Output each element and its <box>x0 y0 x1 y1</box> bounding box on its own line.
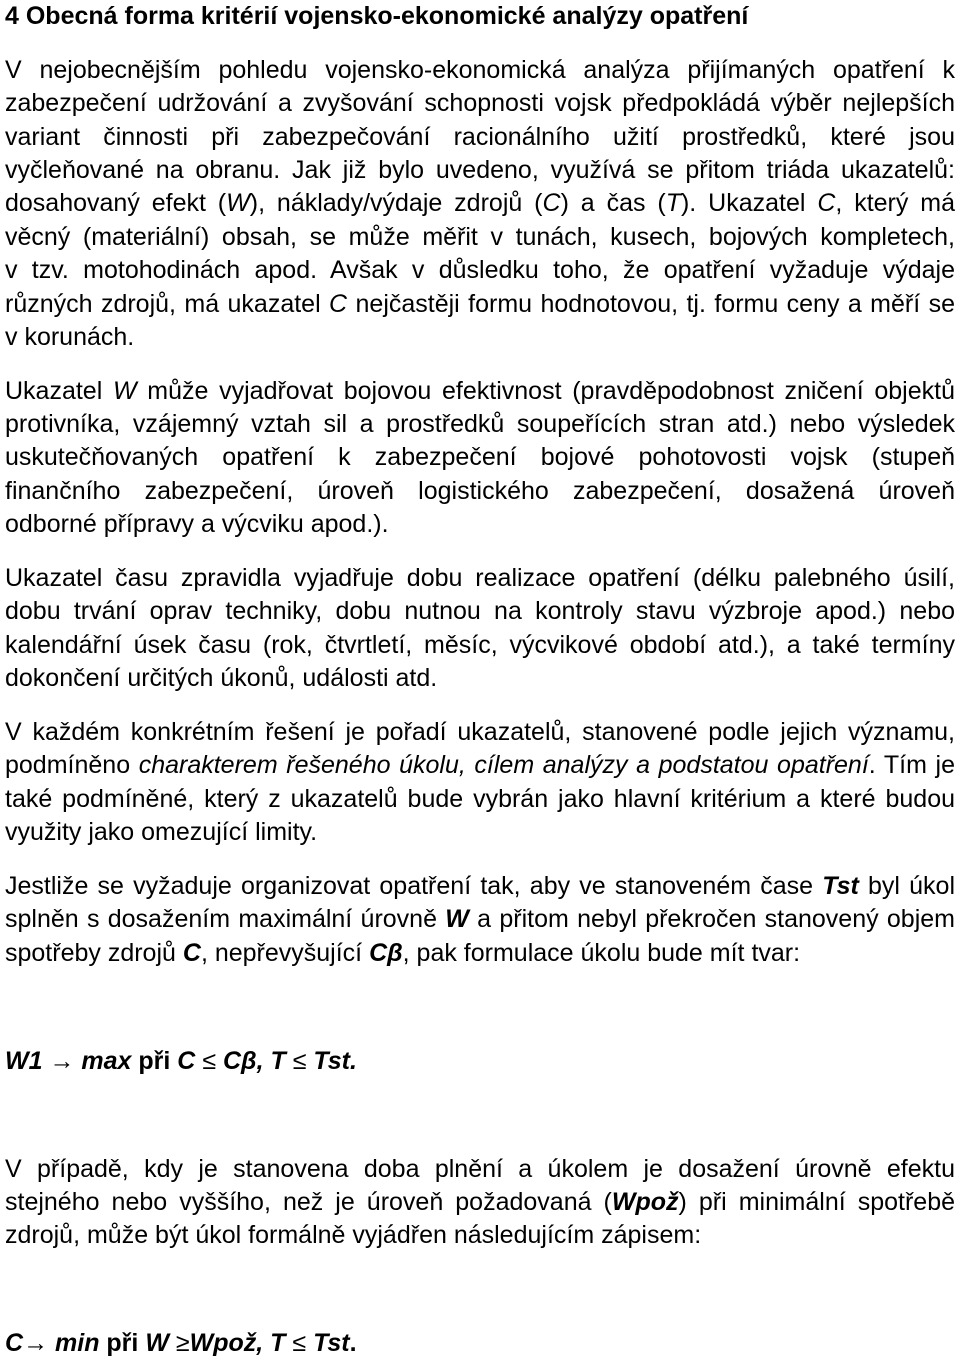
text-run: dosahovaný efekt ( <box>5 189 227 218</box>
bold-italic-text: min <box>55 1329 100 1358</box>
text-line <box>5 870 955 903</box>
text-run: spotřeby zdrojů <box>5 938 183 967</box>
text-run: využity jako omezující limity. <box>5 818 318 847</box>
bold-italic-text: C <box>177 1046 196 1075</box>
text-line <box>5 254 955 287</box>
text-run: v korunách. <box>5 322 135 351</box>
text-line <box>5 441 955 474</box>
text-run: V případě, kdy je stanovena doba plnění a úkolem je dosažení úrovně efektu <box>5 1154 955 1183</box>
text-run: kalendářní úsek času (rok, čtvrtletí, měsíc, výcvikové období atd.), a také termíny <box>5 630 955 659</box>
text-run: . Tím je <box>868 751 955 780</box>
math-symbol: → <box>23 1329 49 1358</box>
text-run: v tzv. motohodinách apod. Avšak v důsledku toho, že opatření vyžaduje výdaje <box>5 256 955 285</box>
text-run: V nejobecnějším pohledu vojensko-ekonomická analýza přijímaných opatření k <box>5 55 955 84</box>
text-run: V každém konkrétním řešení je pořadí ukazatelů, stanovené podle jejich významu, <box>5 717 955 746</box>
text-line <box>5 288 955 321</box>
bold-italic-text: Cβ, T <box>223 1046 286 1075</box>
paragraph <box>5 716 955 850</box>
text-line <box>5 562 955 595</box>
text-run: protivníka, vzájemný vztah sil a prostředků soupeřících stran atd.) nebo výsledek <box>5 410 955 439</box>
bold-italic-text: Tst. <box>313 1046 357 1075</box>
paragraph <box>5 54 955 355</box>
math-symbol: ≤ <box>202 1046 217 1075</box>
paragraph <box>5 562 955 696</box>
bold-italic-text: Wpož <box>611 1188 679 1217</box>
text-line <box>5 87 955 120</box>
text-run: podmíněno <box>5 751 139 780</box>
text-run: dobu trvání oprav techniky, dobu nutnou na kontroly stavu výzbroje apod.) nebo <box>5 597 955 626</box>
text-line <box>5 508 955 541</box>
text-line <box>5 321 955 354</box>
text-run: zabezpečení udržování a zvyšování schopnosti vojsk předpokládá výběr nejlepších <box>5 89 955 118</box>
italic-text: C <box>817 189 836 218</box>
text-run: variant činnosti při zabezpečování racionálního užití prostředků, které jsou <box>5 122 955 151</box>
text-line <box>5 783 955 816</box>
text-run: při <box>131 1046 178 1075</box>
formula <box>5 1045 955 1078</box>
text-line <box>5 187 955 220</box>
text-run: , který má <box>835 189 956 218</box>
text-run: Ukazatel času zpravidla vyjadřuje dobu realizace opatření (délku palebného úsilí, <box>5 564 955 593</box>
text-line <box>5 716 955 749</box>
text-line <box>5 221 955 254</box>
bold-italic-text: W <box>145 1329 169 1358</box>
text-line <box>5 475 955 508</box>
bold-italic-text: C <box>5 1329 24 1358</box>
italic-text: W <box>226 189 250 218</box>
text-run: ) při minimální spotřebě <box>678 1188 955 1217</box>
text-run: odborné přípravy a výcviku apod.). <box>5 510 389 539</box>
bold-italic-text: Tst <box>822 871 859 900</box>
paragraph <box>5 375 955 542</box>
text-line <box>5 903 955 936</box>
text-run: zdrojů, může být úkol formálně vyjádřen následujícím zápisem: <box>5 1221 702 1250</box>
paragraph <box>5 870 955 970</box>
text-line <box>5 154 955 187</box>
text-run: . <box>349 1329 357 1358</box>
bold-italic-text: Tst <box>313 1329 350 1358</box>
text-line <box>5 54 955 87</box>
text-line <box>5 629 955 662</box>
text-run: různých zdrojů, má ukazatel <box>5 289 330 318</box>
math-symbol: ≥ <box>175 1329 190 1358</box>
text-run <box>48 1329 55 1357</box>
text-line <box>5 595 955 628</box>
bold-italic-text: W <box>445 905 469 934</box>
text-run: ). Ukazatel <box>680 189 818 218</box>
bold-italic-text: max <box>81 1046 132 1075</box>
bold-italic-text: Wpož, T <box>189 1329 286 1358</box>
text-run <box>216 1047 223 1075</box>
text-run: Ukazatel <box>5 376 113 405</box>
paragraph <box>5 1153 955 1253</box>
text-run: ) a čas ( <box>560 189 666 218</box>
bold-italic-text: W1 <box>5 1046 43 1075</box>
italic-text: W <box>112 376 137 405</box>
text-run: při <box>99 1329 146 1358</box>
formula <box>5 1327 955 1360</box>
text-run: finančního zabezpečení, úroveň logistického zabezpečení, dosažená úroveň <box>5 476 955 505</box>
bold-italic-text: C <box>182 938 201 967</box>
text-run: také podmíněné, který z ukazatelů bude vybrán jako hlavní kritérium a které budou <box>5 784 955 813</box>
text-line <box>5 816 955 849</box>
italic-text: C <box>542 189 561 218</box>
text-line <box>5 1327 955 1360</box>
text-run: , pak formulace úkolu bude mít tvar: <box>402 938 801 967</box>
text-line <box>5 937 955 970</box>
text-run: uskutečňovaných opatření k zabezpečení bojové pohotovosti vojsk (stupeň <box>5 443 955 472</box>
text-run: Jestliže se vyžaduje organizovat opatření tak, aby ve stanoveném čase <box>5 871 823 900</box>
text-run: a přitom nebyl překročen stanovený objem <box>468 905 955 934</box>
math-symbol: → <box>49 1046 75 1075</box>
math-symbol: ≤ <box>292 1046 307 1075</box>
text-line <box>5 408 955 441</box>
text-line <box>5 662 955 695</box>
text-line <box>5 1153 955 1186</box>
text-run: splněn s dosažením maximální úrovně <box>5 905 446 934</box>
bold-italic-text: Cβ <box>369 938 403 967</box>
text-run: nejčastěji formu hodnotovou, tj. formu ceny a měří se <box>347 289 955 318</box>
italic-text: T <box>665 189 681 218</box>
math-symbol: ≤ <box>292 1329 307 1358</box>
text-line <box>5 1219 955 1252</box>
text-line <box>5 1045 955 1078</box>
text-line <box>5 1186 955 1219</box>
text-line <box>5 121 955 154</box>
text-run: vyčleňované na obranu. Jak již bylo uvedeno, využívá se přitom triáda ukazatelů: <box>5 155 955 184</box>
text-run: byl úkol <box>858 871 955 900</box>
italic-text: charakterem řešeného úkolu, cílem analýzy a podstatou opatření <box>138 751 869 780</box>
section-heading: 4 Obecná forma kritérií vojensko-ekonomické analýzy opatření <box>5 2 749 30</box>
text-line <box>5 375 955 408</box>
text-run: může vyjadřovat bojovou efektivnost (pravděpodobnost zničení objektů <box>136 376 955 405</box>
text-run <box>169 1329 176 1357</box>
text-run <box>286 1047 293 1075</box>
text-run: ), náklady/výdaje zdrojů ( <box>249 189 543 218</box>
document-body <box>5 0 955 1361</box>
text-run: , nepřevyšující <box>200 938 370 967</box>
text-run: věcný (materiální) obsah, se může měřit v tunách, kusech, bojových kompletech, <box>5 222 955 251</box>
italic-text: C <box>329 289 348 318</box>
text-line <box>5 749 955 782</box>
text-run: dokončení určitých úkonů, události atd. <box>5 664 438 693</box>
text-run: stejného nebo vyššího, než je úroveň požadovaná ( <box>5 1188 612 1217</box>
